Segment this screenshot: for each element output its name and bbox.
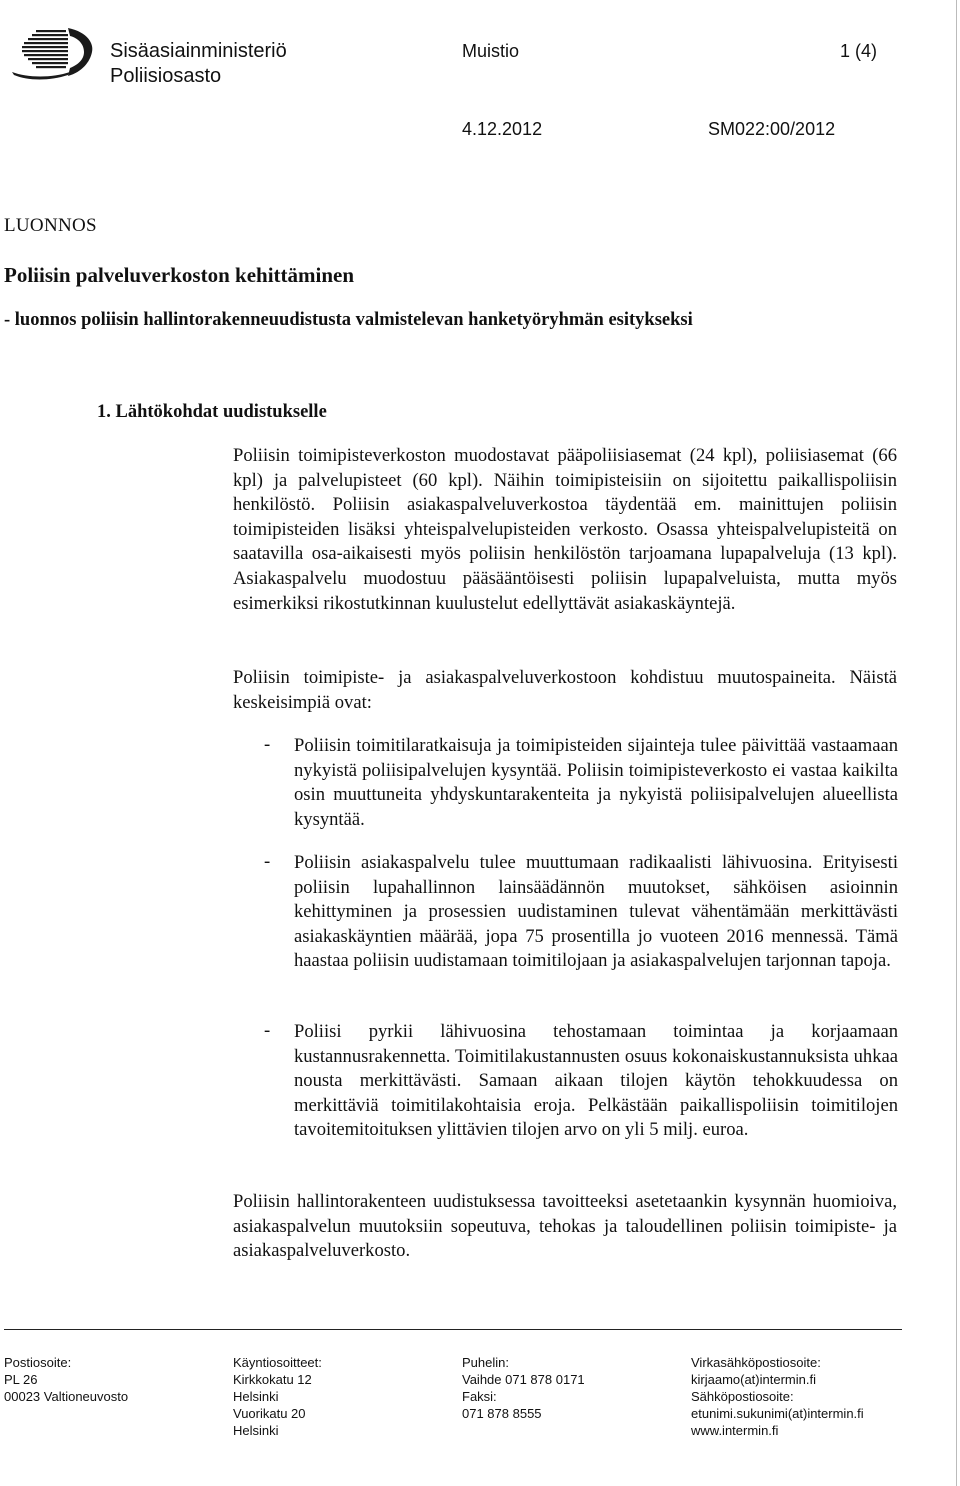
footer-label: Postiosoite: <box>4 1355 72 1370</box>
bullet-item: Poliisin toimitilaratkaisuja ja toimipisteiden sijainteja tulee päivittää vastaamaan nykyistä poliisipalvelujen kysyntää. Poliisin toimipisteverkosto ei vastaa kaikilta osin muuttuneita yhdyskuntarakenteita ja nykyistä poliisipalvelujen alueellista kysyntää. <box>294 735 898 830</box>
paragraph: Poliisin hallintorakenteen uudistuksessa tavoitteeksi asetetaankin kysynnän huomioiva, asiakaspalvelun muutoksiin sopeutuva, tehokas ja taloudellinen poliisin toimipiste- ja asiakaspalveluverkosto. <box>233 1191 897 1262</box>
footer-visiting-address <box>233 1354 322 1439</box>
document-type: Muistio <box>462 41 520 61</box>
footer-value: etunimi.sukunimi(at)intermin.fi <box>691 1406 864 1421</box>
bullet-item: Poliisin asiakaspalvelu tulee muuttumaan radikaalisti lähivuosina. Erityisesti poliisin lupahallinnon lainsäädännön muutokset, sähköisen asioinnin kehittyminen ja prosessien uudistaminen tulevat vähentämään merkittävästi asiakaskäyntien määrää, jopa 75 prosentilla jo vuoteen 2016 mennessä. Tämä haastaa poliisin uudistamaan toimitilojaan ja asiakaspalvelujen tarjonnan tapoja. <box>294 852 898 972</box>
footer-label: Sähköpostiosoite: <box>691 1389 794 1404</box>
bullet-dash: - <box>264 734 271 755</box>
section-heading: 1. Lähtökohdat uudistukselle <box>97 402 327 422</box>
footer-label: Puhelin: <box>462 1355 509 1370</box>
footer-value: kirjaamo(at)intermin.fi <box>691 1372 816 1387</box>
footer-value: PL 26 <box>4 1372 38 1387</box>
footer-label: Virkasähköpostiosoite: <box>691 1355 821 1370</box>
page-number: 1 (4) <box>840 41 878 61</box>
footer-value: Vaihde 071 878 0171 <box>462 1372 585 1387</box>
footer-website: www.intermin.fi <box>691 1423 779 1438</box>
footer-label: Faksi: <box>462 1389 497 1404</box>
document-date: 4.12.2012 <box>462 119 543 139</box>
footer-phone <box>462 1354 585 1422</box>
document-subtitle: - luonnos poliisin hallintorakenneuudistusta valmistelevan hanketyöryhmän esitykseksi <box>4 310 693 330</box>
scan-edge-line <box>956 0 957 1486</box>
bullet-dash: - <box>264 1020 271 1041</box>
document-reference: SM022:00/2012 <box>708 119 836 139</box>
bullet-item: Poliisi pyrkii lähivuosina tehostamaan toimintaa ja korjaamaan kustannusrakennetta. Toimitilakustannusten osuus kokonaiskustannuksista uhkaa nousta merkittävästi. Samaan aikaan tilojen käytön tehokkuudessa on merkittäviä toimitilakohtaisia eroja. Pelkästään paikallispoliisin toimitilojen tavoitemitoituksen ylittävien tilojen arvo on yli 5 milj. euroa. <box>294 1021 898 1141</box>
footer-value: 00023 Valtioneuvosto <box>4 1389 129 1404</box>
footer-value: 071 878 8555 <box>462 1406 542 1421</box>
ministry-logo <box>8 22 100 82</box>
footer-value: Kirkkokatu 12 <box>233 1372 312 1387</box>
footer-email <box>691 1354 864 1439</box>
footer-postal-address <box>4 1354 128 1405</box>
department-name: Poliisiosasto <box>110 65 222 87</box>
footer-value: Vuorikatu 20 <box>233 1406 306 1421</box>
document-title: Poliisin palveluverkoston kehittäminen <box>4 263 355 287</box>
ministry-name: Sisäasiainministeriö <box>110 40 287 62</box>
draft-label: LUONNOS <box>4 215 97 236</box>
footer-divider <box>4 1329 902 1330</box>
bullet-dash: - <box>264 851 271 872</box>
footer-value: Helsinki <box>233 1389 279 1404</box>
paragraph: Poliisin toimipisteverkoston muodostavat pääpoliisiasemat (24 kpl), poliisiasemat (66 kpl) ja palvelupisteet (60 kpl). Näihin toimipisteisiin on sijoitettu paikallispoliisin henkilöstö. Poliisin asiakaspalveluverkostoa täydentää em. mainittujen poliisin toimipisteiden lisäksi yhteispalvelupisteiden verkosto. Osassa yhteispalvelupisteitä on saatavilla osa-aikaisesti myös poliisin henkilöstön tarjoamana lupapalveluja (13 kpl). Asiakaspalvelu muodostuu pääsääntöisesti poliisin lupapalveluista, mutta myös esimerkiksi rikostutkinnan kuulustelut edellyttävät asiakaskäyntejä. <box>233 445 897 614</box>
paragraph: Poliisin toimipiste- ja asiakaspalveluverkostoon kohdistuu muutospaineita. Näistä keskeisimpiä ovat: <box>233 667 897 713</box>
lion-emblem-icon <box>8 22 100 82</box>
footer-value: Helsinki <box>233 1423 279 1438</box>
footer-label: Käyntiosoitteet: <box>233 1355 322 1370</box>
